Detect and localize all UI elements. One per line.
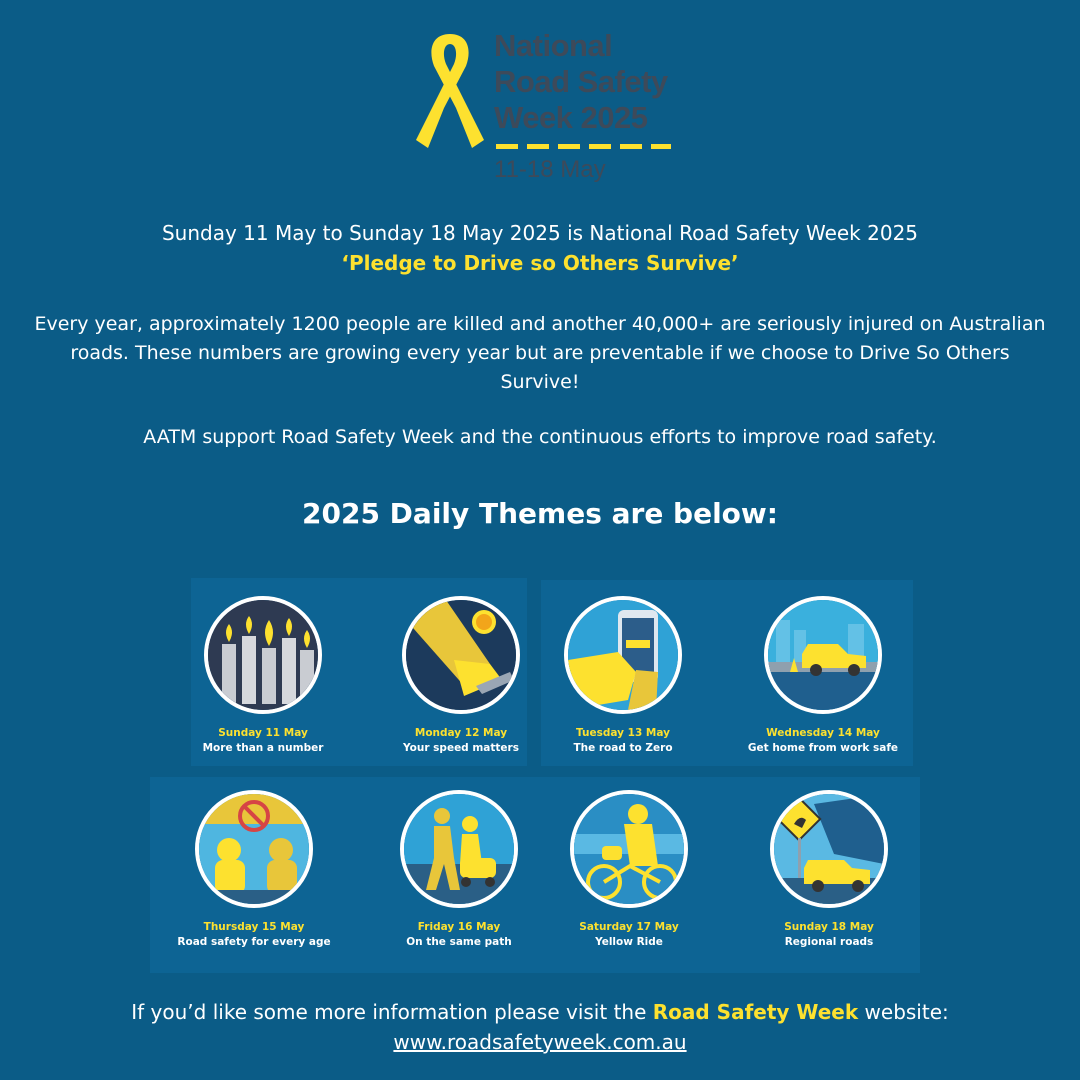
theme-card [169, 790, 339, 950]
logo-line-2: Road Safety [494, 64, 668, 99]
footer-line [0, 997, 1080, 1027]
theme-day: Sunday 18 May [784, 921, 874, 933]
footer-text-after: website: [858, 1000, 949, 1024]
candles-icon [204, 596, 322, 714]
theme-topic: Get home from work safe [747, 742, 899, 754]
phone-pledge-icon [564, 596, 682, 714]
theme-day: Wednesday 14 May [766, 727, 880, 739]
logo-dashes [496, 144, 672, 150]
footer-site-name: Road Safety Week [652, 1000, 859, 1024]
theme-topic: Road safety for every age [177, 936, 331, 948]
footer [0, 997, 1080, 1057]
nrsw-logo [412, 28, 712, 188]
pedestrians-icon [400, 790, 518, 908]
theme-card [744, 790, 914, 950]
theme-day: Tuesday 13 May [576, 727, 670, 739]
theme-card [538, 596, 708, 756]
intro [0, 218, 1080, 278]
theme-card [178, 596, 348, 756]
themes-heading: 2025 Daily Themes are below: [302, 497, 778, 530]
theme-day: Thursday 15 May [203, 921, 305, 933]
theme-card [376, 596, 546, 756]
cyclist-icon [570, 790, 688, 908]
kangaroo-sign-icon [770, 790, 888, 908]
logo-line-3: Week 2025 [494, 100, 648, 135]
theme-topic: Regional roads [784, 936, 874, 948]
intro-line: Sunday 11 May to Sunday 18 May 2025 is National Road Safety Week 2025 [161, 221, 919, 245]
theme-card [738, 596, 908, 756]
theme-day: Friday 16 May [417, 921, 501, 933]
theme-topic: Your speed matters [403, 742, 519, 754]
stats-paragraph: Every year, approximately 1200 people are killed and another 40,000+ are seriously injured on Australian roads. These numbers are growing every year but are preventable if we choose to Drive So Others Survive! [34, 313, 1046, 393]
yellow-ribbon-icon [412, 28, 488, 154]
work-vehicle-icon [764, 596, 882, 714]
theme-day: Sunday 11 May [218, 727, 308, 739]
theme-day: Saturday 17 May [579, 921, 679, 933]
theme-topic: The road to Zero [573, 742, 673, 754]
logo-wordmark [494, 28, 668, 136]
theme-topic: On the same path [406, 936, 512, 948]
pledge-slogan: ‘Pledge to Drive so Others Survive’ [341, 251, 739, 275]
speed-pedal-icon [402, 596, 520, 714]
support-paragraph: AATM support Road Safety Week and the continuous efforts to improve road safety. [143, 426, 937, 448]
logo-line-1: National [494, 28, 613, 63]
theme-card [374, 790, 544, 950]
theme-topic: More than a number [202, 742, 324, 754]
website-link[interactable]: www.roadsafetyweek.com.au [393, 1030, 687, 1054]
family-car-icon [195, 790, 313, 908]
footer-text-before: If you’d like some more information please visit the [131, 1000, 653, 1024]
logo-dates: 11-18 May [494, 156, 606, 183]
theme-card [544, 790, 714, 950]
theme-day: Monday 12 May [414, 727, 508, 739]
theme-topic: Yellow Ride [595, 936, 663, 948]
